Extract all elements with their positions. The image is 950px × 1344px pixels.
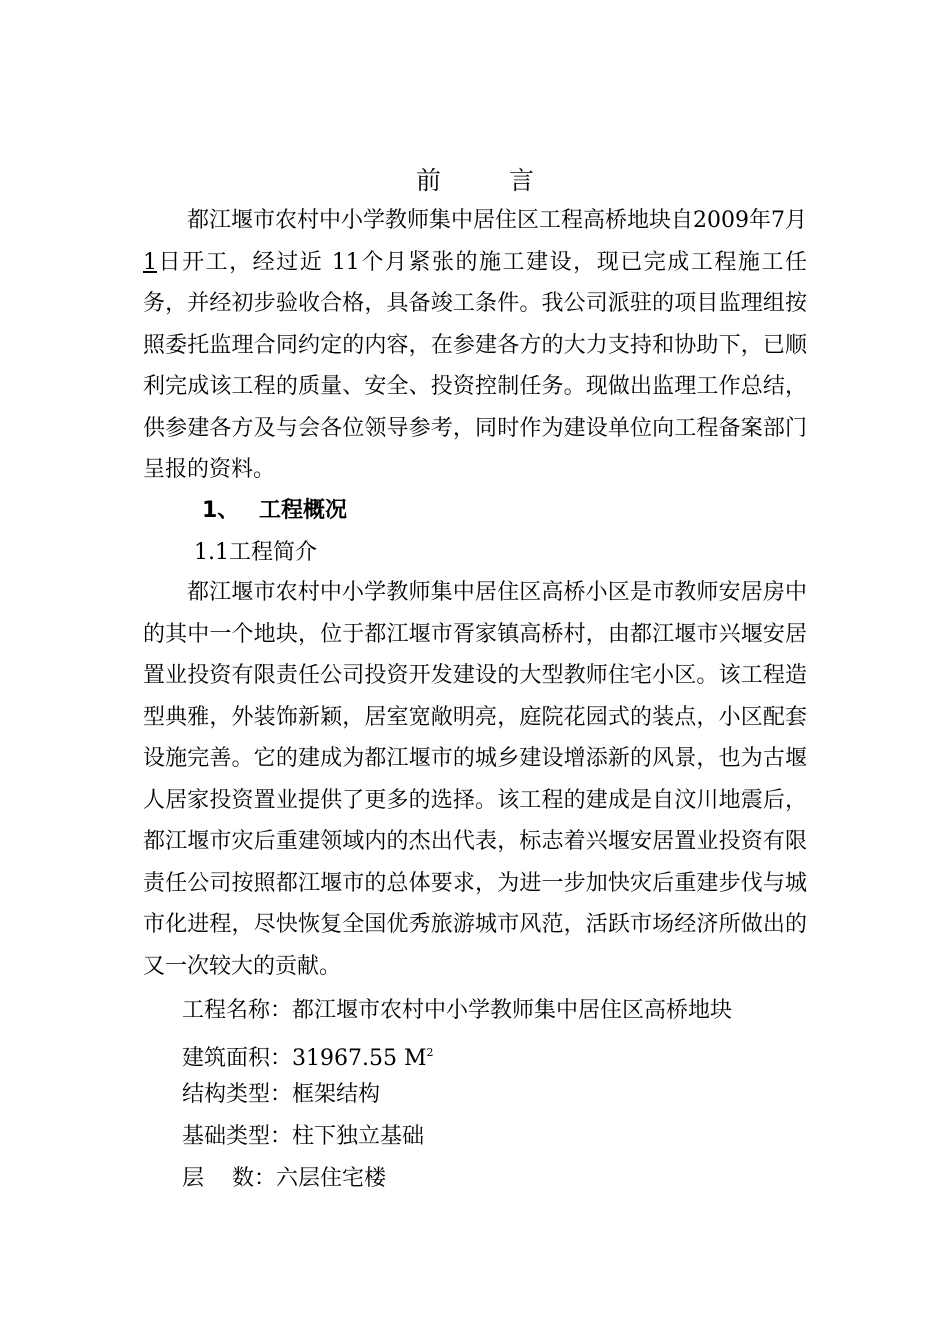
structure-type-label: 结构类型： xyxy=(182,1082,293,1107)
preface-text-part2: 日开工，经过近 11个月紧张的施工建设，现已完成工程施工任务，并经初步验收合格，具备竣工条件。我公司派驻的项目监理组按照委托监理合同约定的内容，在参建各方的大力支持和协助下，已顺利完成该工程的质量、安全、投资控制任务。现做出监理工作总结，供参建各方及与会各位领导参考，同时作为建设单位向工程备案部门呈报的资料。 xyxy=(143,249,807,482)
building-area-unit-superscript: 2 xyxy=(426,1046,434,1059)
preface-underlined-day: 1 xyxy=(143,249,157,275)
preface-paragraph xyxy=(143,200,807,491)
intro-paragraph: 都江堰市农村中小学教师集中居住区高桥小区是市教师安居房中的其中一个地块，位于都江堰市胥家镇高桥村，由都江堰市兴堰安居置业投资有限责任公司投资开发建设的大型教师住宅小区。该工程造型典雅，外装饰新颖，居室宽敞明亮，庭院花园式的装点，小区配套设施完善。它的建成为都江堰市的城乡建设增添新的风景，也为古堰人居家投资置业提供了更多的选择。该工程的建成是自汶川地震后，都江堰市灾后重建领域内的杰出代表，标志着兴堰安居置业投资有限责任公司按照都江堰市的总体要求，为进一步加快灾后重建步伐与城市化进程，尽快恢复全国优秀旅游城市风范，活跃市场经济所做出的又一次较大的贡献。 xyxy=(143,580,807,979)
foundation-type-label: 基础类型： xyxy=(182,1124,293,1149)
foundation-type-value: 柱下独立基础 xyxy=(292,1124,425,1149)
subsection-heading: 1.1工程简介 xyxy=(194,540,317,565)
section-heading xyxy=(202,490,347,532)
project-name-value: 都江堰市农村中小学教师集中居住区高桥地块 xyxy=(292,998,733,1023)
page-title: 前 言 xyxy=(416,166,564,195)
structure-type-row xyxy=(182,1074,380,1116)
building-area-value: 31967.55 M xyxy=(292,1046,427,1071)
building-area-label: 建筑面积： xyxy=(182,1046,293,1071)
floors-label: 层 数： xyxy=(182,1166,276,1191)
section-number: 1、 xyxy=(202,498,240,523)
section-title: 工程概况 xyxy=(259,498,348,523)
floors-value: 六层住宅楼 xyxy=(275,1166,386,1191)
building-area-row xyxy=(182,1032,434,1080)
floors-row xyxy=(182,1158,386,1200)
preface-text-part1: 都江堰市农村中小学教师集中居住区工程高桥地块自2009年7月 xyxy=(187,208,807,233)
project-name-label: 工程名称： xyxy=(182,998,293,1023)
foundation-type-row xyxy=(182,1116,424,1158)
project-name-row xyxy=(182,990,732,1032)
structure-type-value: 框架结构 xyxy=(292,1082,381,1107)
